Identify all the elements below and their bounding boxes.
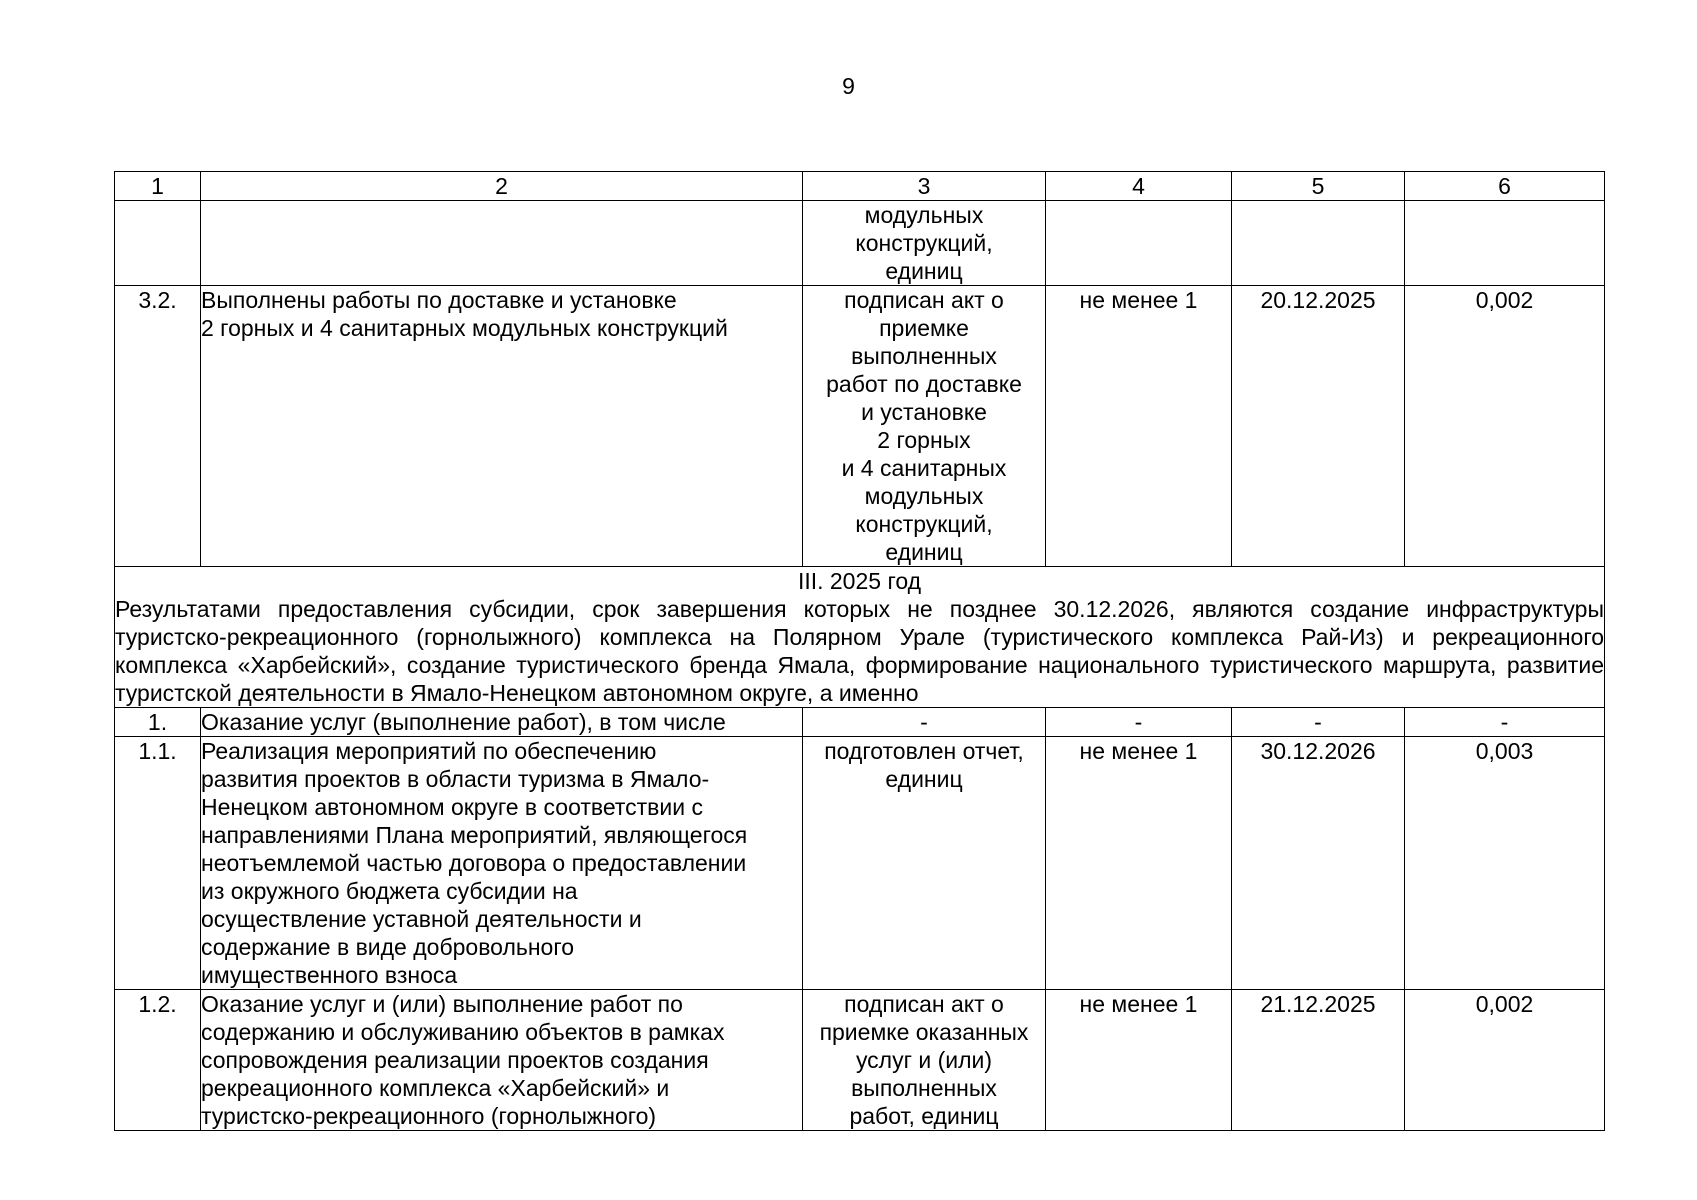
- row-description: Выполнены работы по доставке и установке 2 горных и 4 санитарных модульных конструкций: [201, 286, 803, 567]
- row-date: 21.12.2025: [1232, 990, 1405, 1131]
- row-description: Оказание услуг (выполнение работ), в том числе: [201, 708, 803, 737]
- table-row: [115, 708, 1605, 737]
- row-value: не менее 1: [1046, 737, 1232, 990]
- section-text: Результатами предоставления субсидии, срок завершения которых не позднее 30.12.2026, являются создание инфраструктуры туристско-рекреационного (горнолыжного) комплекса на Полярном Урале (туристического комплекса Рай-Из) и рекреационного комплекса «Харбейский», создание туристического бренда Ямала, формирование национального туристического маршрута, развитие туристской деятельности в Ямало-Ненецком автономном округе, а именно: [115, 596, 1604, 706]
- section-row: [115, 567, 1605, 708]
- row-indicator: подписан акт о приемке выполненных работ по доставке и установке 2 горных и 4 санитарных модульных конструкций, единиц: [803, 286, 1046, 567]
- row-number: 1.1.: [115, 737, 201, 990]
- row-number: [115, 201, 201, 286]
- row-amount: 0,002: [1405, 286, 1605, 567]
- table-header-row: [115, 172, 1605, 201]
- row-value: не менее 1: [1046, 286, 1232, 567]
- section-cell: [115, 567, 1605, 708]
- row-date: [1232, 201, 1405, 286]
- row-indicator: модульных конструкций, единиц: [803, 201, 1046, 286]
- row-number: 1.: [115, 708, 201, 737]
- row-number: 1.2.: [115, 990, 201, 1131]
- row-description: Реализация мероприятий по обеспечению развития проектов в области туризма в Ямало- Ненецком автономном округе в соответствии с направлениями Плана мероприятий, являющегося неотъемлемой частью договора о предоставлении из окружного бюджета субсидии на осуществление уставной деятельности и содержание в виде добровольного имущественного взноса: [201, 737, 803, 990]
- column-header: 6: [1405, 172, 1605, 201]
- table-row: [115, 990, 1605, 1131]
- row-amount: 0,002: [1405, 990, 1605, 1131]
- row-value: [1046, 201, 1232, 286]
- column-header: 1: [115, 172, 201, 201]
- column-header: 3: [803, 172, 1046, 201]
- table-row: [115, 737, 1605, 990]
- column-header: 5: [1232, 172, 1405, 201]
- row-date: -: [1232, 708, 1405, 737]
- row-number: 3.2.: [115, 286, 201, 567]
- section-title: III. 2025 год: [797, 568, 922, 594]
- row-date: 30.12.2026: [1232, 737, 1405, 990]
- page-number: 9: [842, 73, 855, 99]
- row-indicator: подписан акт о приемке оказанных услуг и (или) выполненных работ, единиц: [803, 990, 1046, 1131]
- row-indicator: -: [803, 708, 1046, 737]
- table-row: [115, 286, 1605, 567]
- row-indicator: подготовлен отчет, единиц: [803, 737, 1046, 990]
- column-header: 4: [1046, 172, 1232, 201]
- row-description: [201, 201, 803, 286]
- column-header: 2: [201, 172, 803, 201]
- row-date: 20.12.2025: [1232, 286, 1405, 567]
- row-amount: 0,003: [1405, 737, 1605, 990]
- results-table: [114, 171, 1605, 1131]
- row-amount: -: [1405, 708, 1605, 737]
- row-description: Оказание услуг и (или) выполнение работ по содержанию и обслуживанию объектов в рамках сопровождения реализации проектов создания рекреационного комплекса «Харбейский» и туристско-рекреационного (горнолыжного): [201, 990, 803, 1131]
- row-amount: [1405, 201, 1605, 286]
- row-value: не менее 1: [1046, 990, 1232, 1131]
- row-value: -: [1046, 708, 1232, 737]
- table-row: [115, 201, 1605, 286]
